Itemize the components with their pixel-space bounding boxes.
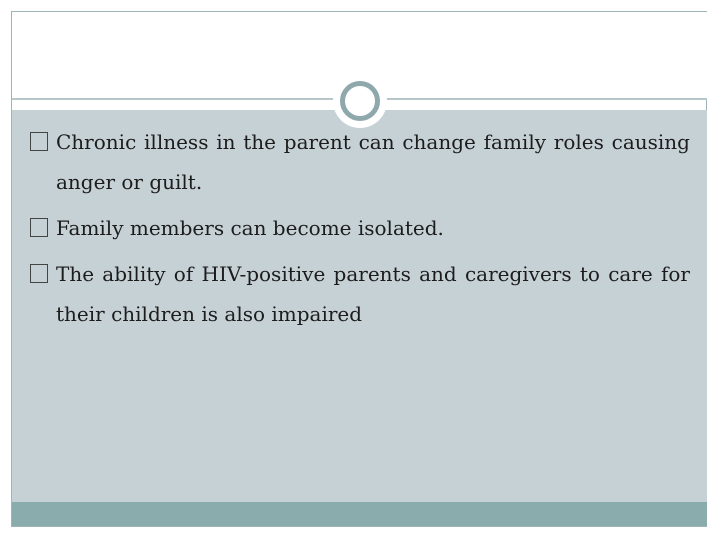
missing-glyph-box-icon <box>30 264 48 283</box>
missing-glyph-box-icon <box>30 132 48 151</box>
bullet-list <box>30 122 690 340</box>
bullet-item-3 <box>30 254 690 334</box>
bullet-text: Chronic illness in the parent can change family roles causing anger or guilt. <box>56 130 690 194</box>
footer-band <box>12 502 707 526</box>
bullet-item-2 <box>30 208 690 248</box>
bullet-text: Family members can become isolated. <box>56 216 444 240</box>
bullet-item-1 <box>30 122 690 202</box>
bullet-text: The ability of HIV-positive parents and caregivers to care for their children is also impaired <box>56 262 690 326</box>
missing-glyph-box-icon <box>30 218 48 237</box>
circle-ornament-icon <box>340 81 380 121</box>
